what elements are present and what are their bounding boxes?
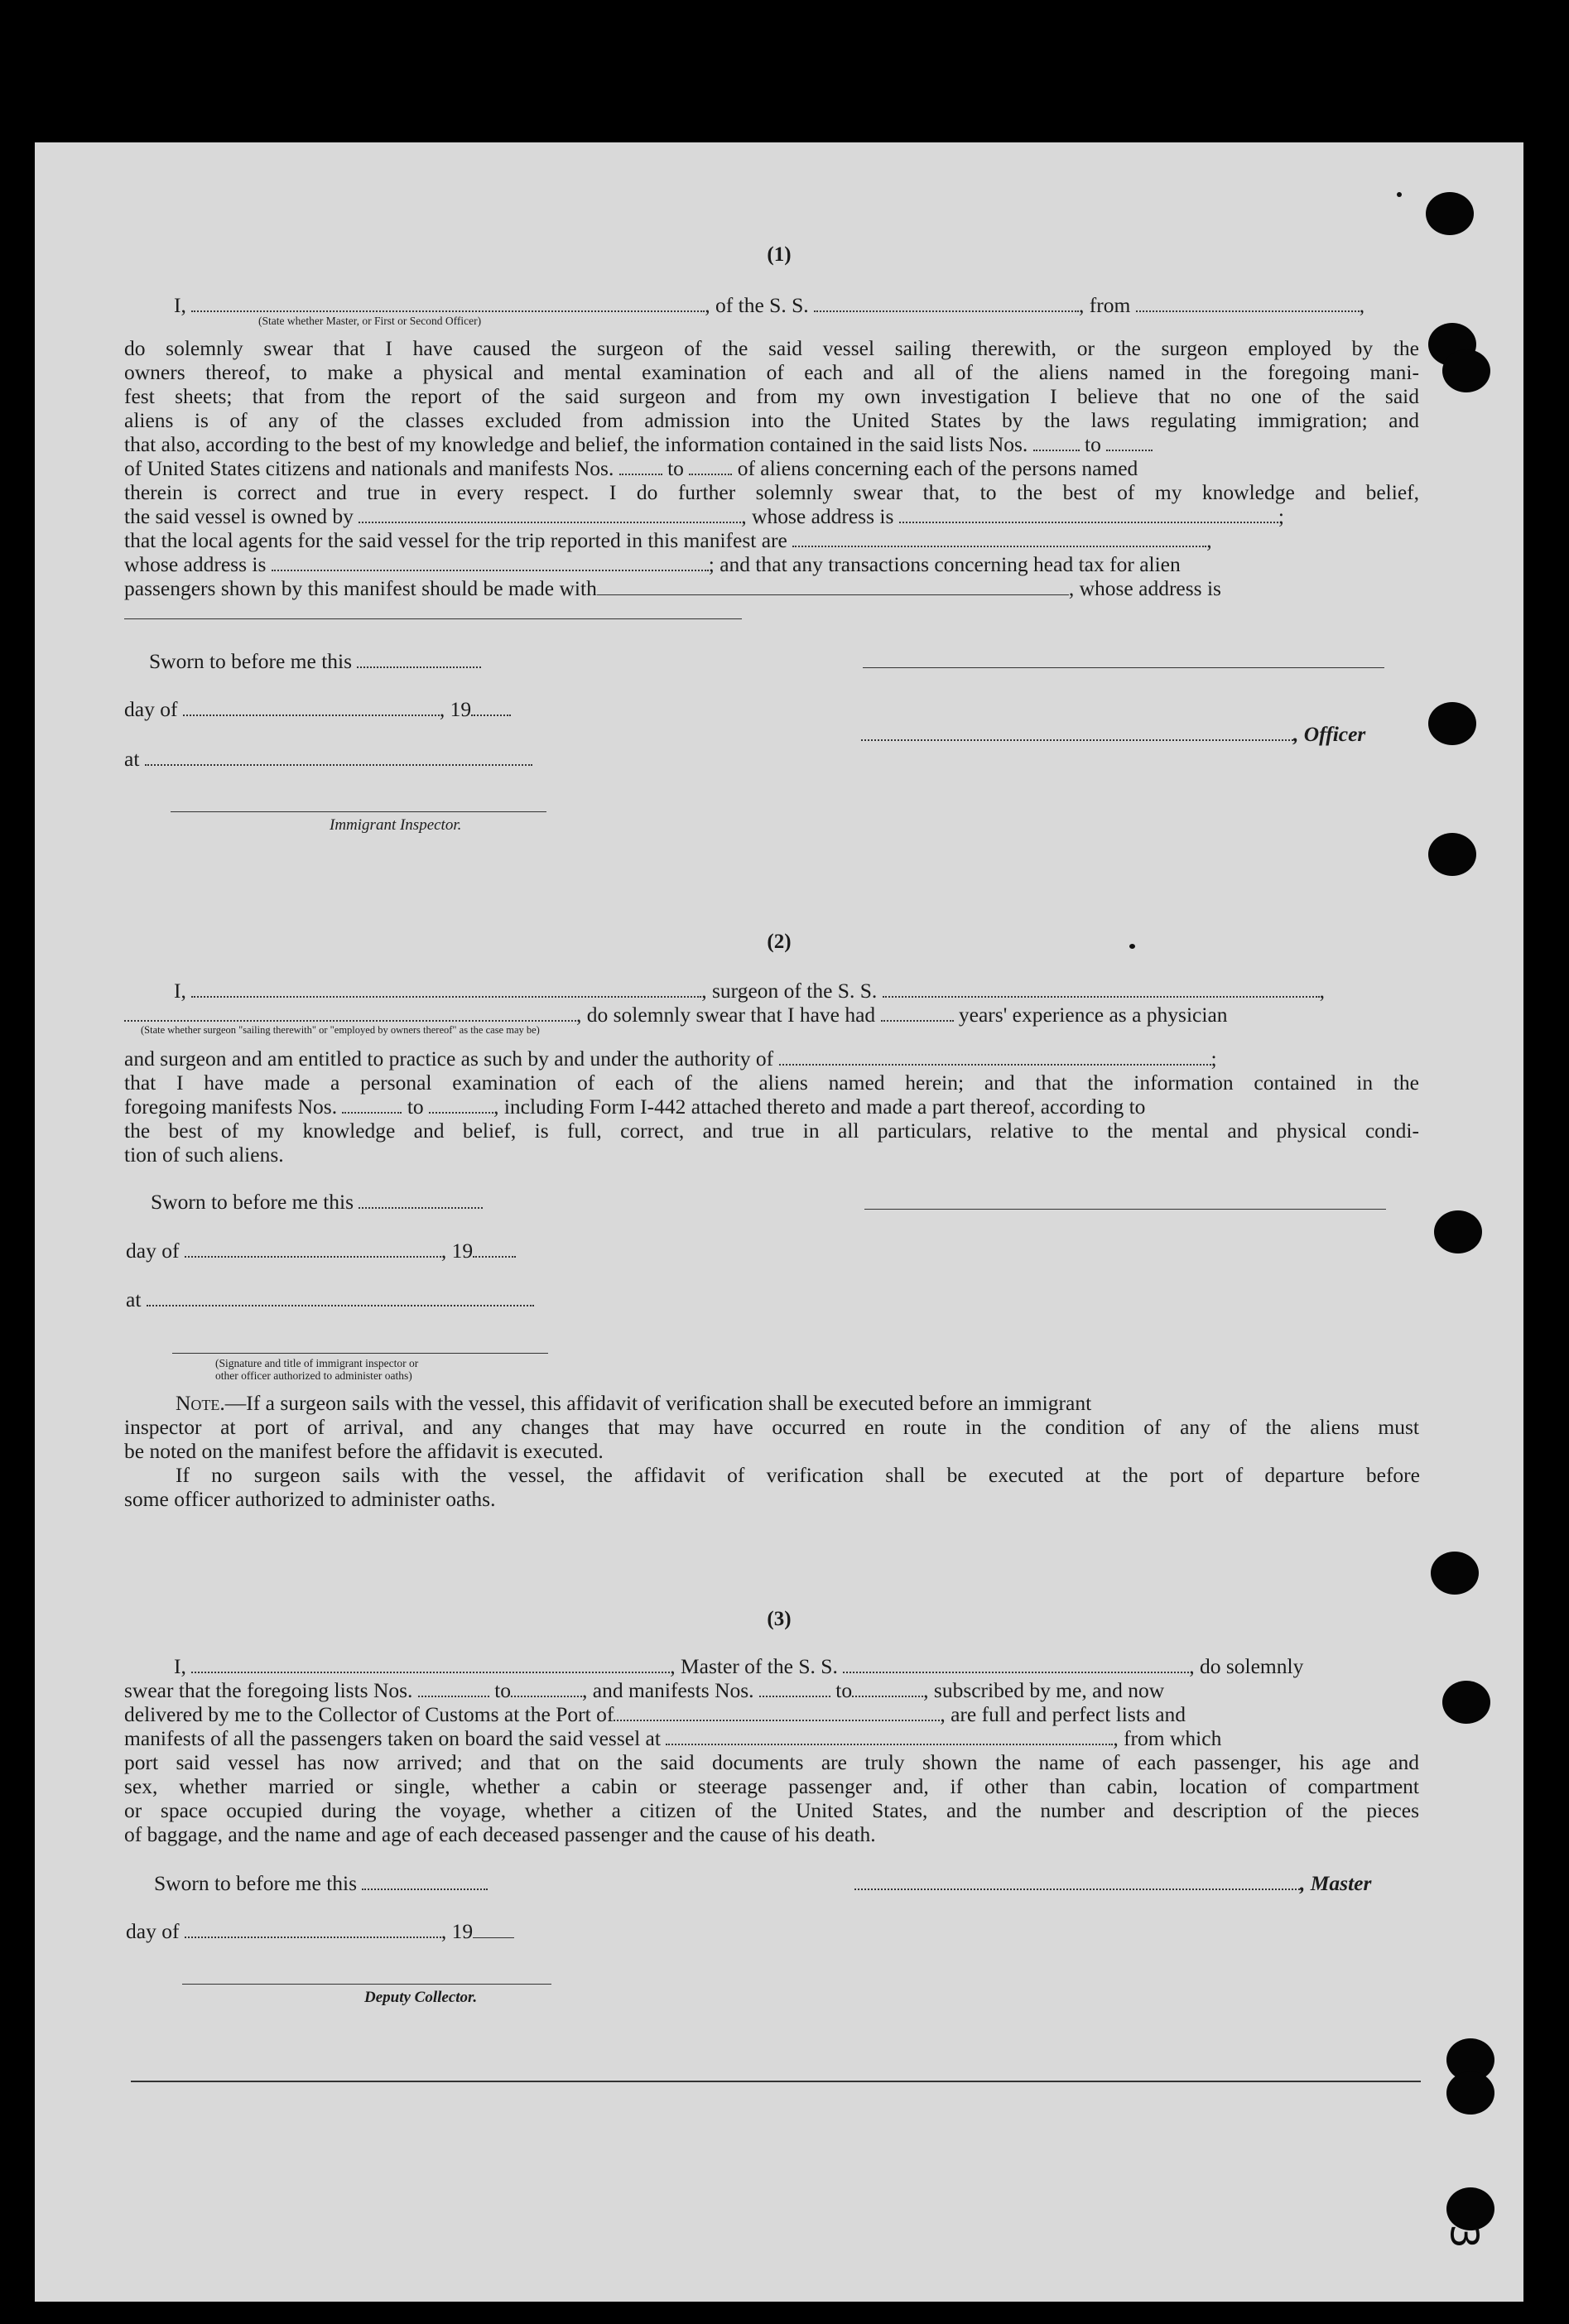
s2-name-field[interactable] (191, 981, 701, 998)
s1-address-line: whose address is ; and that any transactions concerning head tax for alien (124, 552, 1181, 576)
s2-day-line: day of , 19 (126, 1239, 516, 1263)
s3-master-line: , Master (854, 1871, 1371, 1896)
s3-port-field[interactable] (614, 1705, 940, 1721)
section-3-number: (3) (767, 1608, 792, 1630)
punch-hole (1434, 1210, 1482, 1253)
section-2-number: (2) (767, 931, 792, 953)
punch-hole (1428, 833, 1476, 876)
s1-body-line: fest sheets; that from the report of the said surgeon and from my own investigation I believe that no one of the said (124, 384, 1419, 408)
punch-hole (1442, 1681, 1490, 1724)
s2-manifest-line: foregoing manifests Nos. to , including Form I-442 attached thereto and made a part thereof, according to (124, 1095, 1146, 1119)
s3-day-month-field[interactable] (185, 1922, 441, 1938)
s1-list-to-field[interactable] (1106, 435, 1153, 451)
s2-capacity-caption: (State whether surgeon "sailing therewith" or "employed by owners thereof" as the case may be) (141, 1024, 540, 1036)
s1-day-month-field[interactable] (183, 700, 440, 716)
bottom-rule (131, 2081, 1421, 2082)
s1-signature-line[interactable] (863, 667, 1384, 668)
s1-at-line: at (124, 747, 532, 772)
section-1-number: (1) (767, 243, 792, 266)
s1-from-field[interactable] (1136, 296, 1360, 312)
s3-body-line: or space occupied during the voyage, whether a citizen of the United States, and the number and description of the pieces (124, 1798, 1419, 1822)
s1-manifest-to-field[interactable] (689, 459, 732, 475)
s1-officer-line: , Officer (861, 722, 1365, 747)
s1-passengers-line: passengers shown by this manifest should be made with , whose address is (124, 576, 1221, 600)
punch-hole (1428, 702, 1476, 745)
s2-day-month-field[interactable] (185, 1241, 441, 1258)
s3-sworn-date-field[interactable] (362, 1874, 488, 1890)
s2-at-field[interactable] (147, 1290, 534, 1306)
punch-hole (1446, 2071, 1494, 2115)
s3-deputy-label: Deputy Collector. (364, 1989, 478, 2006)
s1-title-caption: (State whether Master, or First or Second Officer) (258, 315, 482, 327)
s3-list-from-field[interactable] (418, 1681, 489, 1697)
s1-officer-sig-field[interactable] (861, 724, 1293, 741)
s1-correct-line: therein is correct and true in every respect. I do further solemnly swear that, to the best of my knowledge and belief, (124, 480, 1419, 504)
ink-speck (1397, 192, 1402, 197)
s3-manifest-to-field[interactable] (852, 1681, 923, 1697)
s3-deputy-sig-line[interactable] (182, 1984, 551, 1985)
margin-mark: 3 (1441, 2224, 1487, 2249)
s2-sig-caption-1: (Signature and title of immigrant inspector or (215, 1357, 419, 1369)
s3-list-to-field[interactable] (511, 1681, 582, 1697)
s2-sworn-date-field[interactable] (359, 1192, 483, 1209)
s3-sworn-line: Sworn to before me this (154, 1871, 488, 1896)
s2-note-label: Note. (176, 1391, 225, 1415)
s1-inspector-sig-line[interactable] (171, 811, 546, 812)
s1-sworn-line: Sworn to before me this (149, 649, 481, 674)
s2-authority-line: and surgeon and am entitled to practice as such by and under the authority of ; (124, 1047, 1217, 1071)
s1-at-field[interactable] (145, 749, 532, 766)
s1-citizens-line: of United States citizens and nationals and manifests Nos. to of aliens concerning each of the persons named (124, 456, 1138, 480)
s2-manifest-to-field[interactable] (429, 1097, 493, 1114)
s1-manifest-from-field[interactable] (619, 459, 662, 475)
s1-agents-address-field[interactable] (272, 555, 709, 571)
s2-signature-line[interactable] (864, 1209, 1386, 1210)
s3-boarded-at-field[interactable] (666, 1729, 1113, 1745)
s1-officer-title-field[interactable] (191, 296, 705, 312)
s2-authority-field[interactable] (779, 1049, 1211, 1066)
s1-owner-address-field[interactable] (899, 507, 1278, 523)
s3-master-sig-field[interactable] (854, 1874, 1300, 1890)
s1-body-line: do solemnly swear that I have caused the surgeon of the said vessel sailing therewith, or the surgeon employed by the (124, 336, 1419, 360)
s2-years-field[interactable] (881, 1005, 954, 1022)
punch-hole (1442, 349, 1490, 392)
s1-nos-line: that also, according to the best of my knowledge and belief, the information contained in the said lists Nos. to (124, 432, 1153, 457)
s2-year-field[interactable] (473, 1241, 516, 1258)
s1-body-line: aliens is of any of the classes excluded from admission into the United States by the laws regulating immigration; and (124, 408, 1419, 432)
s2-line2: , do solemnly swear that I have had years' experience as a physician (124, 1003, 1228, 1027)
s2-capacity-field[interactable] (124, 1005, 576, 1022)
s1-list-from-field[interactable] (1033, 435, 1080, 451)
s2-last-line: tion of such aliens. (124, 1143, 284, 1167)
s3-line2: swear that the foregoing lists Nos. to , and manifests Nos. to , subscribed by me, and now (124, 1678, 1165, 1702)
s1-owned-line: the said vessel is owned by , whose address is ; (124, 504, 1284, 528)
punch-hole (1431, 1552, 1479, 1595)
s2-inspector-sig-line[interactable] (172, 1353, 548, 1354)
s3-day-line: day of , 19 (126, 1919, 514, 1944)
s3-body-line: sex, whether married or single, whether a cabin or steerage passenger and, if other than cabin, location of compartment (124, 1774, 1419, 1798)
s3-line4: manifests of all the passengers taken on board the said vessel at , from which (124, 1726, 1222, 1750)
s2-vessel-field[interactable] (883, 981, 1320, 998)
s1-owner-field[interactable] (359, 507, 741, 523)
s2-best-line: the best of my knowledge and belief, is full, correct, and true in all particulars, relative to the mental and physical condi- (124, 1119, 1419, 1143)
s3-line1: I, , Master of the S. S. , do solemnly (174, 1654, 1304, 1678)
form-page (35, 142, 1523, 2302)
s1-year-field[interactable] (471, 700, 511, 716)
s1-vessel-field[interactable] (814, 296, 1079, 312)
s2-note2-line: some officer authorized to administer oaths. (124, 1487, 496, 1511)
s2-at-line: at (126, 1287, 534, 1312)
s1-address-continuation[interactable] (124, 618, 742, 619)
s3-name-field[interactable] (191, 1657, 670, 1673)
s2-note-line: inspector at port of arrival, and any changes that may have occurred en route in the condition of any of the aliens must (124, 1415, 1419, 1439)
s1-line1: I, , of the S. S. , from , (174, 293, 1365, 317)
s3-vessel-field[interactable] (843, 1657, 1189, 1673)
s3-manifest-from-field[interactable] (759, 1681, 830, 1697)
s2-manifest-from-field[interactable] (342, 1097, 402, 1114)
punch-hole (1426, 192, 1474, 235)
s1-head-tax-field[interactable] (597, 580, 1069, 595)
s3-line3: delivered by me to the Collector of Customs at the Port of , are full and perfect lists and (124, 1702, 1186, 1726)
s1-agents-field[interactable] (792, 531, 1206, 547)
s3-body-line: port said vessel has now arrived; and that on the said documents are truly shown the name of each passenger, his age and (124, 1750, 1419, 1774)
s3-year-field[interactable] (473, 1922, 514, 1938)
s1-inspector-label: Immigrant Inspector. (330, 816, 462, 834)
s2-exam-line: that I have made a personal examination of each of the aliens named herein; and that the information contained in the (124, 1071, 1419, 1095)
s2-note2-line: If no surgeon sails with the vessel, the affidavit of verification shall be executed at the port of departure before (176, 1463, 1420, 1487)
s1-day-line: day of , 19 (124, 697, 511, 722)
s2-note-line: Note.—If a surgeon sails with the vessel, this affidavit of verification shall be executed before an immigrant (176, 1391, 1092, 1415)
s2-note-line: be noted on the manifest before the affidavit is executed. (124, 1439, 604, 1463)
s1-body-line: owners thereof, to make a physical and mental examination of each and all of the aliens named in the foregoing mani- (124, 360, 1419, 384)
s2-line1: I, , surgeon of the S. S. , (174, 979, 1326, 1003)
s1-agents-line: that the local agents for the said vessel for the trip reported in this manifest are , (124, 528, 1212, 552)
s2-sworn-line: Sworn to before me this (151, 1190, 483, 1215)
s1-sworn-date-field[interactable] (357, 652, 481, 668)
s3-last-line: of baggage, and the name and age of each deceased passenger and the cause of his death. (124, 1822, 876, 1846)
s2-sig-caption-2: other officer authorized to administer oaths) (215, 1369, 412, 1382)
